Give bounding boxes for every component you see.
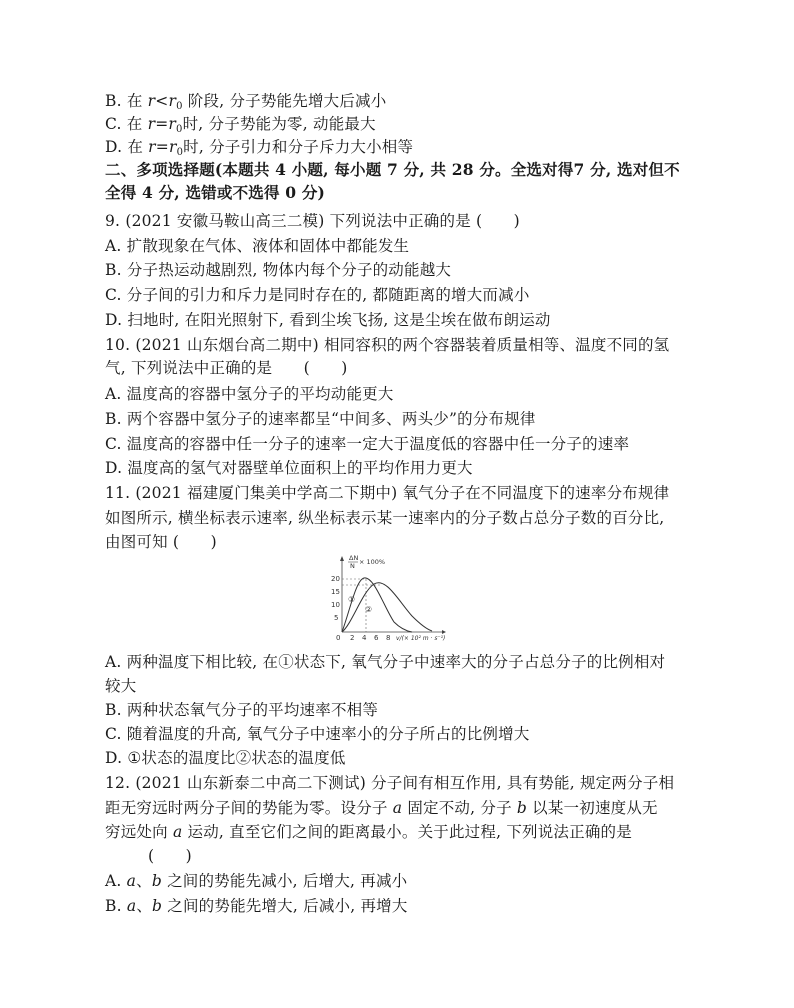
option-c-r0: C. 在 $r=r_0$时, 分子势能为零, 动能最大 (105, 115, 376, 135)
y-tick-15: 15 (331, 588, 340, 596)
question-12-option-b: B. a、b 之间的势能先增大, 后减小, 再增大 (105, 897, 408, 915)
question-11-option-d: D. ①状态的温度比②状态的温度低 (105, 749, 346, 767)
question-12-stem-line-2: 距无穷远时两分子间的势能为零。设分子 a 固定不动, 分子 b 以某一初速度从无 (105, 799, 658, 817)
velocity-distribution-figure (328, 552, 446, 647)
curve-2-label: ② (365, 605, 373, 614)
x-tick-4: 4 (362, 634, 367, 642)
y-label-numerator: ΔN (349, 554, 359, 562)
x-axis-label: v/(× 10² m · s⁻¹) (396, 635, 446, 642)
question-9-option-b: B. 分子热运动越剧烈, 物体内每个分子的动能越大 (105, 261, 452, 279)
y-label-denominator: N (350, 562, 355, 570)
question-9-stem: 9. (2021 安徽马鞍山高三二模) 下列说法中正确的是 ( ) (105, 212, 520, 230)
option-b-r0: B. 在 $r<r_0$ 阶段, 分子势能先增大后减小 (105, 92, 387, 112)
question-10-option-a: A. 温度高的容器中氢分子的平均动能更大 (105, 385, 394, 403)
question-11-stem-line-3: 由图可知 ( ) (105, 533, 217, 551)
question-9-option-c: C. 分子间的引力和斥力是同时存在的, 都随距离的增大而减小 (105, 286, 530, 304)
question-12-stem-line-1: 12. (2021 山东新泰二中高二下测试) 分子间有相互作用, 具有势能, 规定两分子相 (105, 774, 675, 792)
question-11-stem-line-2: 如图所示, 横坐标表示速率, 纵坐标表示某一速率内的分子数占总分子数的百分比, (105, 509, 665, 527)
question-12-option-a: A. a、b 之间的势能先减小, 后增大, 再减小 (105, 872, 408, 890)
question-9-option-d: D. 扫地时, 在阳光照射下, 看到尘埃飞扬, 这是尘埃在做布朗运动 (105, 311, 551, 329)
question-10-option-d: D. 温度高的氢气对器壁单位面积上的平均作用力更大 (105, 459, 473, 477)
question-10-stem-line-1: 10. (2021 山东烟台高二期中) 相同容积的两个容器装着质量相等、温度不同的氢 (105, 336, 670, 354)
curve-1-label: ① (348, 595, 356, 604)
question-9-option-a: A. 扩散现象在气体、液体和固体中都能发生 (105, 237, 410, 255)
question-12-answer-bracket: ( ) (148, 847, 192, 865)
question-11-option-b: B. 两种状态氧气分子的平均速率不相等 (105, 701, 379, 719)
x-axis-arrow (442, 630, 446, 634)
question-11-option-a-line-2: 较大 (105, 677, 137, 695)
curve-1 (342, 578, 412, 632)
y-axis-arrow (340, 556, 344, 561)
question-10-option-c: C. 温度高的容器中任一分子的速率一定大于温度低的容器中任一分子的速率 (105, 435, 630, 453)
y-tick-10: 10 (331, 601, 340, 609)
question-10-option-b: B. 两个容器中氢分子的速率都呈“中间多、两头少”的分布规律 (105, 410, 536, 428)
question-12-stem-line-3: 穷远处向 a 运动, 直至它们之间的距离最小。关于此过程, 下列说法正确的是 (105, 823, 632, 841)
y-tick-20: 20 (331, 575, 340, 583)
section-heading-line-2: 全得 4 分, 选错或不选得 0 分) (105, 183, 326, 202)
y-tick-5: 5 (334, 614, 339, 622)
option-d-r0: D. 在 $r=r_0$时, 分子引力和分子斥力大小相等 (105, 138, 414, 158)
x-tick-2: 2 (350, 634, 355, 642)
question-10-stem-line-2: 气, 下列说法中正确的是 ( ) (105, 359, 348, 377)
question-11-option-a-line-1: A. 两种温度下相比较, 在①状态下, 氧气分子中速率大的分子占总分子的比例相对 (105, 653, 666, 671)
x-tick-6: 6 (374, 634, 379, 642)
y-label-suffix: × 100% (359, 558, 386, 566)
section-heading-line-1: 二、多项选择题(本题共 4 小题, 每小题 7 分, 共 28 分。全选对得7 分, 选对但不 (105, 160, 680, 179)
question-11-stem-line-1: 11. (2021 福建厦门集美中学高二下期中) 氧气分子在不同温度下的速率分布规律 (105, 484, 670, 502)
x-tick-8: 8 (386, 634, 391, 642)
origin-label: 0 (336, 634, 341, 642)
question-11-option-c: C. 随着温度的升高, 氧气分子中速率小的分子所占的比例增大 (105, 725, 530, 743)
